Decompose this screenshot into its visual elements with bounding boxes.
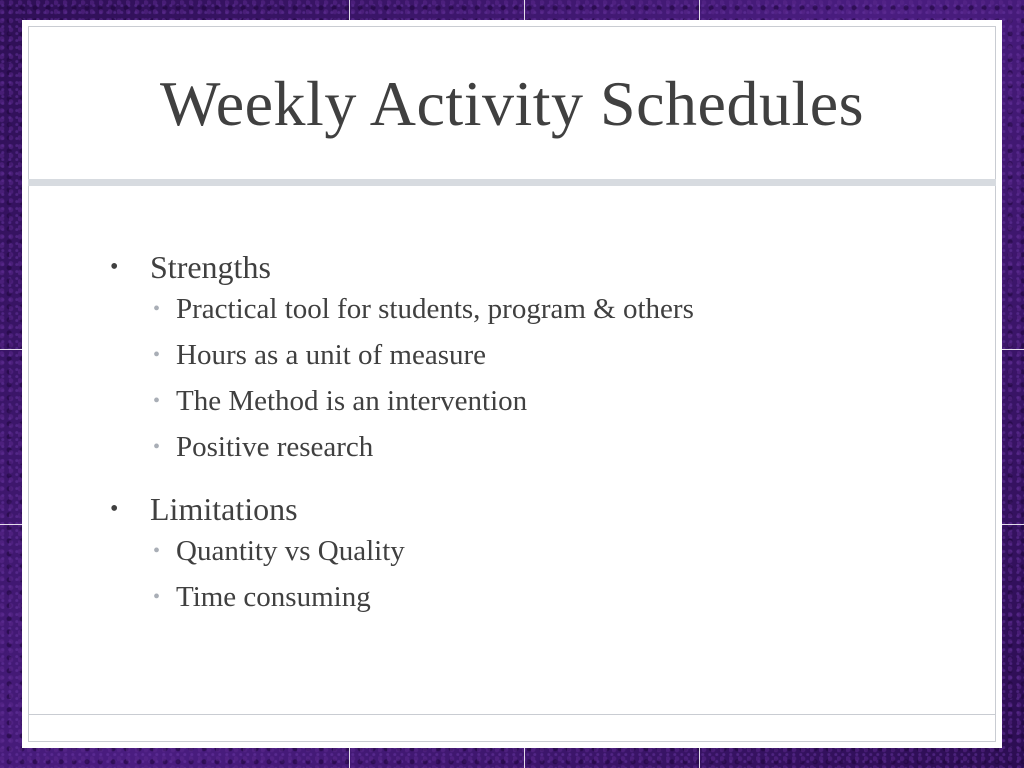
frame-tick: [699, 0, 700, 22]
bullet-heading: [110, 490, 970, 528]
frame-tick: [0, 349, 22, 350]
frame-tick: [349, 0, 350, 22]
frame-tick: [524, 0, 525, 22]
frame-tick: [699, 746, 700, 768]
frame-tick: [0, 524, 22, 525]
sub-bullet-text: Hours as a unit of measure: [176, 339, 487, 371]
frame-tick: [1002, 349, 1024, 350]
sub-bullet-text: Positive research: [176, 431, 374, 463]
slide-content: [110, 248, 970, 640]
bullet-group-strengths: [110, 248, 970, 470]
bullet-heading-text: Strengths: [150, 249, 271, 285]
sub-bullet-icon: •: [153, 344, 161, 366]
sub-bullet-item: [110, 332, 970, 378]
footer-divider: [28, 714, 996, 715]
sub-bullet-icon: •: [153, 586, 161, 608]
sub-bullet-item: [110, 424, 970, 470]
frame-tick: [524, 746, 525, 768]
slide-title: Weekly Activity Schedules: [159, 68, 865, 139]
sub-bullet-item: [110, 286, 970, 332]
sub-bullet-text: Time consuming: [176, 581, 371, 613]
bullet-icon: •: [110, 254, 119, 280]
sub-bullet-icon: •: [153, 540, 161, 562]
sub-bullet-icon: •: [153, 298, 161, 320]
sub-bullet-item: [110, 574, 970, 620]
sub-bullet-icon: •: [153, 436, 161, 458]
bullet-heading: [110, 248, 970, 286]
sub-bullet-text: The Method is an intervention: [176, 385, 528, 417]
frame-tick: [349, 746, 350, 768]
sub-bullet-item: [110, 378, 970, 424]
sub-bullet-text: Quantity vs Quality: [176, 535, 405, 567]
frame-tick: [1002, 524, 1024, 525]
bullet-heading-text: Limitations: [150, 491, 298, 527]
sub-bullet-item: [110, 528, 970, 574]
sub-bullet-icon: •: [153, 390, 161, 412]
bullet-group-limitations: [110, 490, 970, 620]
slide: [22, 20, 1002, 748]
title-divider: [28, 179, 996, 186]
bullet-icon: •: [110, 496, 119, 522]
sub-bullet-text: Practical tool for students, program & others: [176, 293, 694, 325]
